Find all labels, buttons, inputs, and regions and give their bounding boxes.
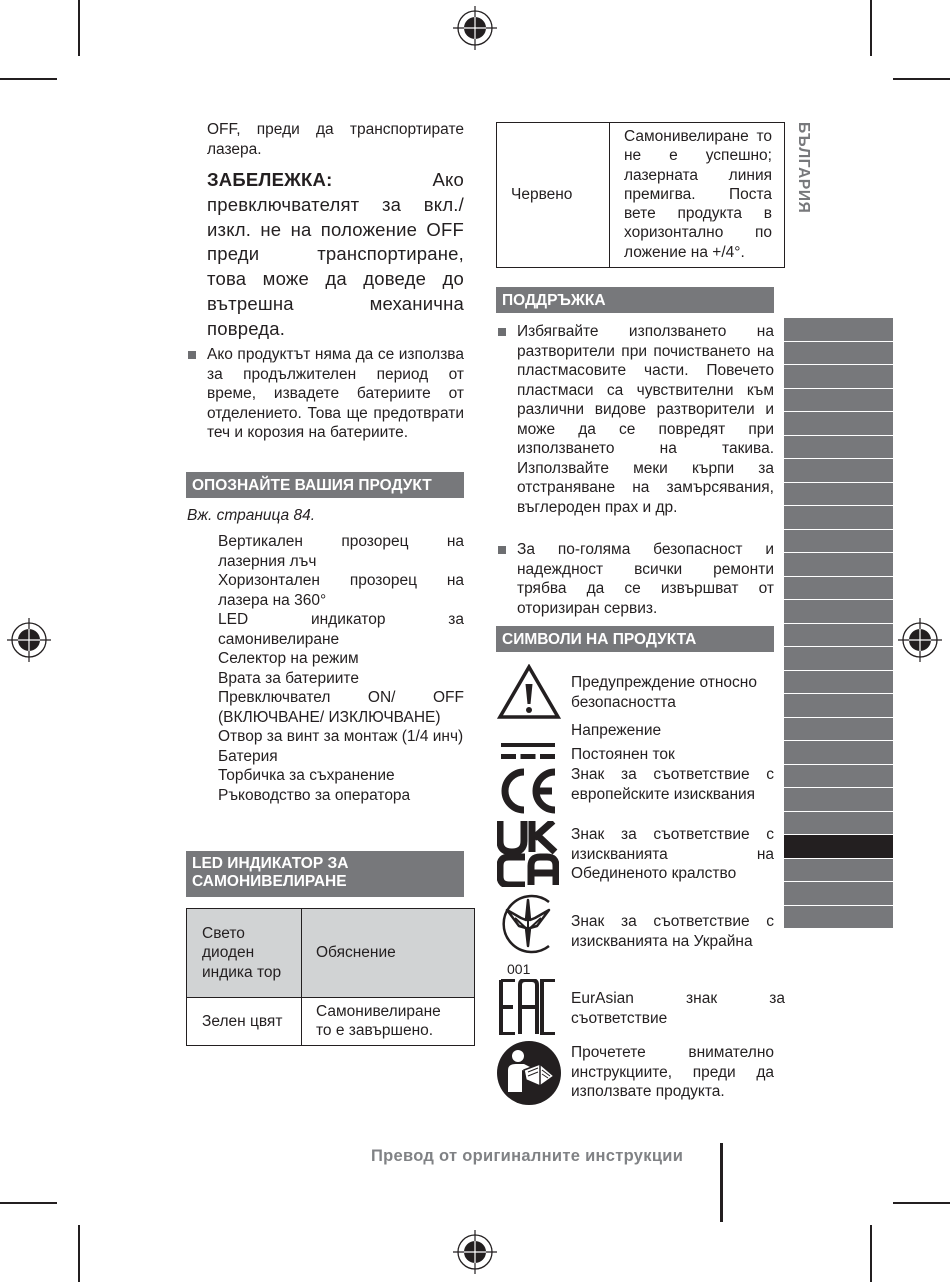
symbol-text-eac: EurAsian знак за съответствие xyxy=(571,990,785,1027)
continuation-text: OFF, преди да транспортирате лазера. xyxy=(207,121,464,158)
part-item: Торбичка за съхранение xyxy=(218,767,395,784)
language-tab xyxy=(784,342,893,366)
part-item: Батерия xyxy=(218,747,278,765)
maintenance-bullet-2: За по-голяма безопасност и надеждност всички ремонти трябва да се извършват от оторизиран сервиз. xyxy=(517,541,774,617)
language-tab xyxy=(784,812,893,836)
symbol-text-read-manual: Прочетете внимателно инструкциите, преди да използвате продукта. xyxy=(571,1044,774,1100)
led-header-line-1: LED ИНДИКАТОР ЗА xyxy=(192,855,349,872)
table-cell: Самонивелиране то е завършено. xyxy=(302,998,475,1046)
svg-text:001: 001 xyxy=(507,961,531,977)
language-tab xyxy=(784,859,893,883)
language-tab xyxy=(784,694,893,718)
section-header-led-indicator xyxy=(186,851,464,897)
crop-mark-bottom-left-v xyxy=(78,1225,80,1282)
led-header-line-2: САМОНИВЕЛИРАНЕ xyxy=(192,873,347,890)
language-tab-strip xyxy=(784,318,893,929)
led-indicator-table-continued xyxy=(496,122,785,268)
symbol-text-voltage: Напрежение xyxy=(571,722,662,739)
language-tab xyxy=(784,647,893,671)
language-tab xyxy=(784,483,893,507)
section-header-symbols: СИМВОЛИ НА ПРОДУКТА xyxy=(496,626,774,652)
eac-mark-icon xyxy=(499,979,557,1035)
ce-mark-icon xyxy=(497,766,559,816)
note-line-2: превключвателят за вкл./ xyxy=(207,193,464,215)
footer-rule xyxy=(720,1143,723,1222)
crop-mark-top-right-h xyxy=(893,78,950,80)
language-tab xyxy=(784,671,893,695)
symbol-text-ukraine: Знак за съответствие с изискванията на Украйна xyxy=(571,913,774,950)
language-tab xyxy=(784,577,893,601)
registration-mark-left-icon xyxy=(7,618,51,662)
note-line-7: повреда. xyxy=(207,317,286,339)
language-tab xyxy=(784,459,893,483)
crop-mark-top-right-v xyxy=(870,0,872,56)
symbol-text-safety-warning: Предупреждение относно безопасността xyxy=(571,674,757,711)
section-header-maintenance: ПОДДРЪЖКА xyxy=(496,287,774,313)
language-label: БЪЛГАРИЯ xyxy=(795,122,812,214)
bullet-square-icon xyxy=(498,546,506,554)
note-label: ЗАБЕЛЕЖКА: xyxy=(207,169,333,190)
note-line-6: вътрешна механична xyxy=(207,292,464,314)
table-header-cell: Свето диоден индика тор xyxy=(187,909,302,998)
language-tab xyxy=(784,553,893,577)
storage-bullet-text: Ако продуктът няма да се използва за продължителен период от време, извадете батериите от отделението. Това ще предотврати теч и корозия на батериите. xyxy=(207,346,464,441)
table-row xyxy=(187,998,475,1046)
bullet-square-icon xyxy=(188,351,196,359)
language-tab xyxy=(784,389,893,413)
note-line-1 xyxy=(207,168,464,193)
table-cell: Самонивелиране то не е успешно; лазерната линия премигва. Поста вете продукта в хоризонтално по ложение на +/4°. xyxy=(610,123,785,268)
language-tab xyxy=(784,882,893,906)
part-item: LED индикатор за самонивелиране xyxy=(218,611,464,648)
part-item: Вертикален прозорец на лазерния лъч xyxy=(218,533,464,570)
language-tab xyxy=(784,365,893,389)
language-tab xyxy=(784,906,893,930)
part-item: Хоризонтален прозорец на лазера на 360° xyxy=(218,572,464,609)
ukca-mark-icon xyxy=(497,821,559,887)
note-block xyxy=(207,168,464,342)
bullet-square-icon xyxy=(498,328,506,336)
crop-mark-bottom-right-h xyxy=(893,1202,950,1204)
table-header-cell: Обяснение xyxy=(302,909,475,998)
part-item: Ръководство за оператора xyxy=(218,786,411,804)
language-tab-active xyxy=(784,835,893,859)
language-tab xyxy=(784,718,893,742)
language-tab xyxy=(784,506,893,530)
language-tab xyxy=(784,436,893,460)
maintenance-bullet-1: Избягвайте използването на разтворители при почистването на пластмасовите части. Повечето пластмаси са чувствителни към различни видове разтворители и може да се повредят при използването на такива. Използвайте меки кърпи за отстраняване на замърсявания, въглероден прах и др. xyxy=(517,323,774,516)
language-tab xyxy=(784,600,893,624)
read-manual-icon xyxy=(496,1040,562,1106)
language-tab xyxy=(784,741,893,765)
language-tab xyxy=(784,765,893,789)
section-header-know-product: ОПОЗНАЙТЕ ВАШИЯ ПРОДУКТ xyxy=(186,472,464,498)
registration-mark-bottom-icon xyxy=(453,1230,497,1274)
see-page-reference: Вж. страница 84. xyxy=(187,507,316,524)
crop-mark-top-left-v xyxy=(78,0,80,56)
note-text: Ако xyxy=(432,169,464,190)
ukraine-mark-icon xyxy=(497,888,559,978)
part-item: Превключвател ON/ OFF (ВКЛЮЧВАНЕ/ ИЗКЛЮЧВАНЕ) xyxy=(218,689,464,726)
note-line-3: изкл. не на положение OFF xyxy=(207,218,464,240)
symbol-text-ce: Знак за съответствие с европейските изисквания xyxy=(571,766,774,803)
part-item: Селектор на режим xyxy=(218,650,359,667)
language-tab xyxy=(784,788,893,812)
part-item: Отвор за винт за монтаж (1/4 инч) xyxy=(218,728,464,745)
note-line-4: преди транспортиране, xyxy=(207,243,464,265)
language-tab xyxy=(784,624,893,648)
language-tab xyxy=(784,412,893,436)
table-cell: Зелен цвят xyxy=(187,998,302,1046)
direct-current-icon xyxy=(501,743,555,761)
symbol-text-ukca: Знак за съответствие с изискванията на Обединеното кралство xyxy=(571,826,774,882)
note-line-5: това може да доведе до xyxy=(207,268,464,290)
language-tab xyxy=(784,318,893,342)
table-cell: Червено xyxy=(497,123,610,268)
language-tab xyxy=(784,530,893,554)
table-row xyxy=(497,123,785,268)
crop-mark-top-left-h xyxy=(0,78,57,80)
registration-mark-right-icon xyxy=(898,618,942,662)
led-indicator-table xyxy=(186,908,475,1046)
crop-mark-bottom-right-v xyxy=(870,1225,872,1282)
table-header-row xyxy=(187,909,475,998)
crop-mark-bottom-left-h xyxy=(0,1202,57,1204)
symbol-text-direct-current: Постоянен ток xyxy=(571,746,675,763)
footer-text: Превод от оригиналните инструкции xyxy=(371,1147,684,1165)
product-parts-list xyxy=(218,532,464,805)
warning-triangle-icon xyxy=(497,664,561,720)
registration-mark-top-icon xyxy=(453,6,497,50)
part-item: Врата за батериите xyxy=(218,669,359,687)
